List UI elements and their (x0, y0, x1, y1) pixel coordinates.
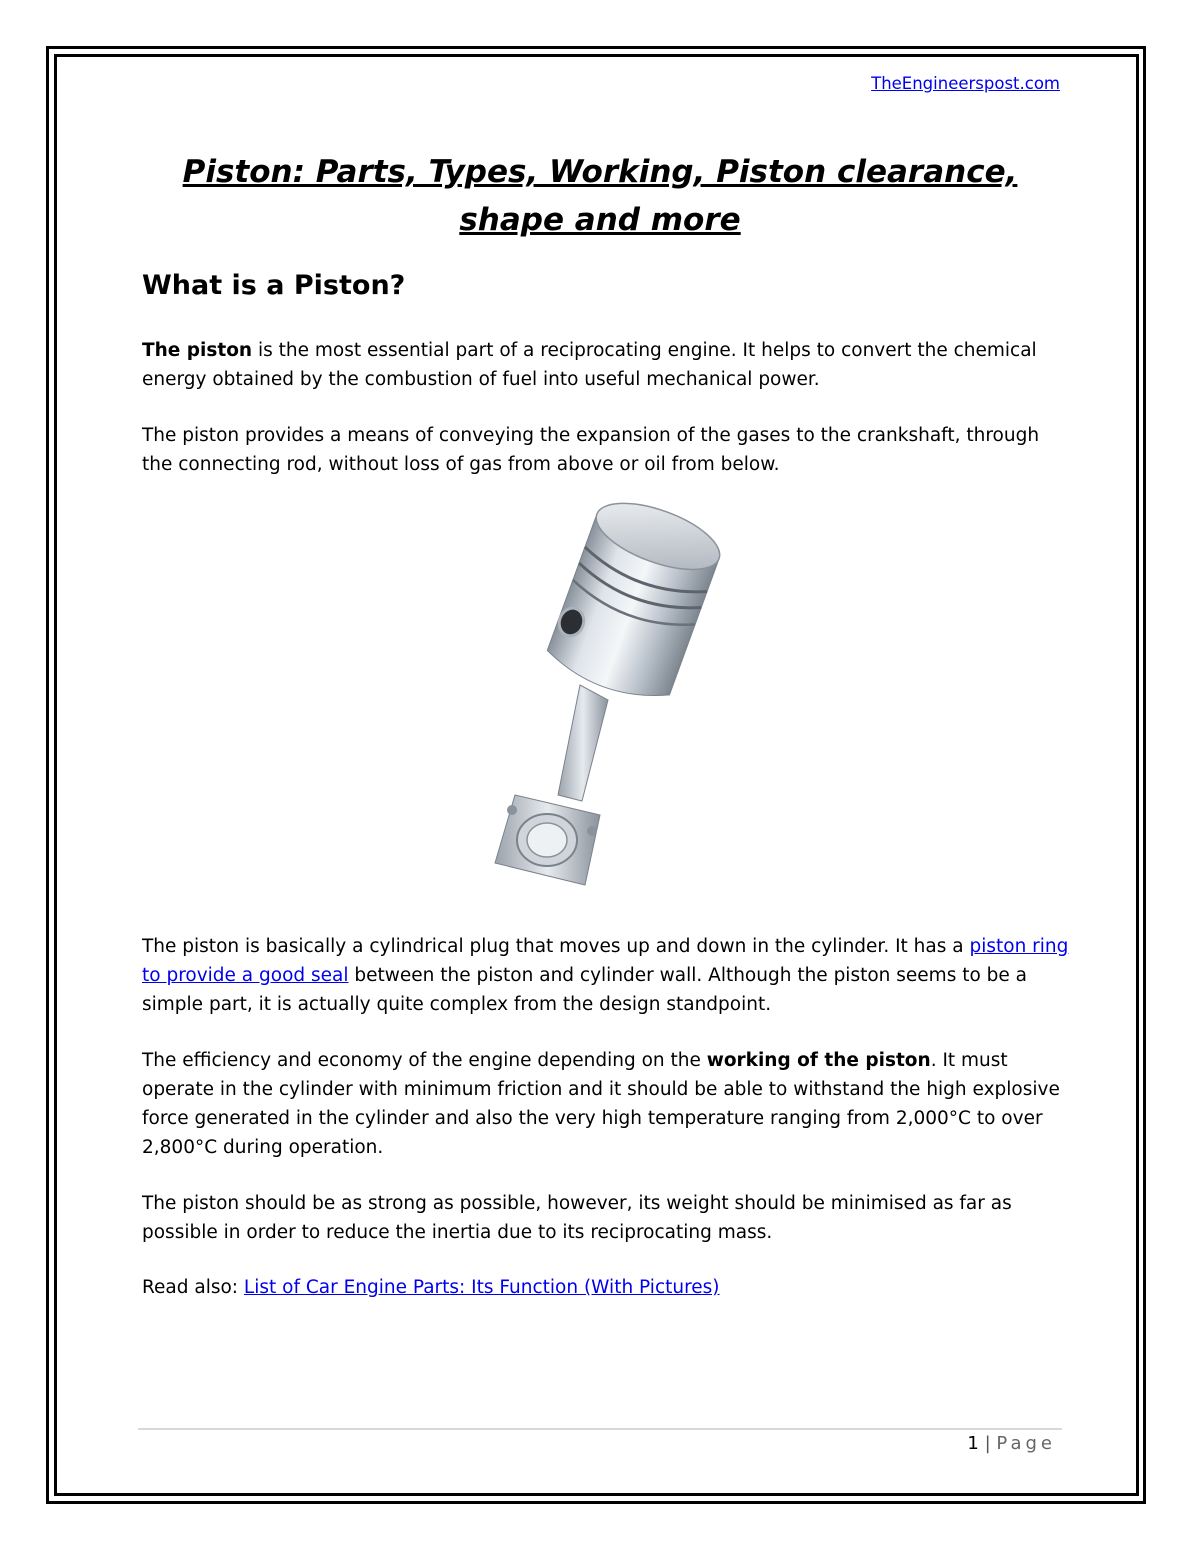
page-footer (900, 1433, 1056, 1454)
paragraph-conveying (142, 421, 1072, 479)
read-also-link[interactable]: List of Car Engine Parts: Its Function (With Pictures) (243, 1277, 720, 1298)
read-also (142, 1273, 1072, 1302)
bold-term: working of the piston (706, 1050, 931, 1071)
paragraph-text: The piston is basically a cylindrical plug that moves up and down in the cylinder. It has a (142, 936, 970, 957)
paragraph-text: The piston provides a means of conveying the expansion of the gases to the crankshaft, through the connecting rod, without loss of gas from above or oil from below. (142, 425, 1040, 475)
paragraph-efficiency (142, 1046, 1072, 1162)
paragraph-text: The efficiency and economy of the engine depending on the (142, 1050, 707, 1071)
piston-ring-link[interactable]: piston ring to provide a good seal (142, 936, 1069, 986)
paragraph-text: . It must operate in the cylinder with minimum friction and it should be able to withstand the high explosive force generated in the cylinder and also the very high temperature ranging from 2,000°C to over 2,800°C during operation. (142, 1050, 1060, 1158)
paragraph-cylindrical-plug (142, 932, 1072, 1019)
footer-rule (138, 1428, 1062, 1430)
section-heading: What is a Piston? (142, 270, 406, 301)
site-link[interactable]: TheEngineerspost.com (871, 74, 1060, 93)
paragraph-text: between the piston and cylinder wall. Although the piston seems to be a simple part, it is actually quite complex from the design standpoint. (142, 965, 1028, 1015)
footer-separator: | (984, 1433, 991, 1454)
page-title: Piston: Parts, Types, Working, Piston clearance, shape and more (182, 154, 1018, 238)
page-number: 1 (967, 1433, 979, 1454)
piston-icon (470, 495, 750, 905)
bold-term: The piston (142, 340, 253, 361)
paragraph-intro (142, 336, 1072, 394)
paragraph-text: is the most essential part of a reciprocating engine. It helps to convert the chemical energy obtained by the combustion of fuel into useful mechanical power. (142, 340, 1037, 390)
paragraph-text: The piston should be as strong as possible, however, its weight should be minimised as far as possible in order to reduce the inertia due to its reciprocating mass. (142, 1193, 1012, 1243)
read-also-label: Read also: (142, 1277, 244, 1298)
piston-figure (470, 495, 750, 905)
page-word: Page (996, 1433, 1056, 1454)
paragraph-strength (142, 1189, 1072, 1247)
